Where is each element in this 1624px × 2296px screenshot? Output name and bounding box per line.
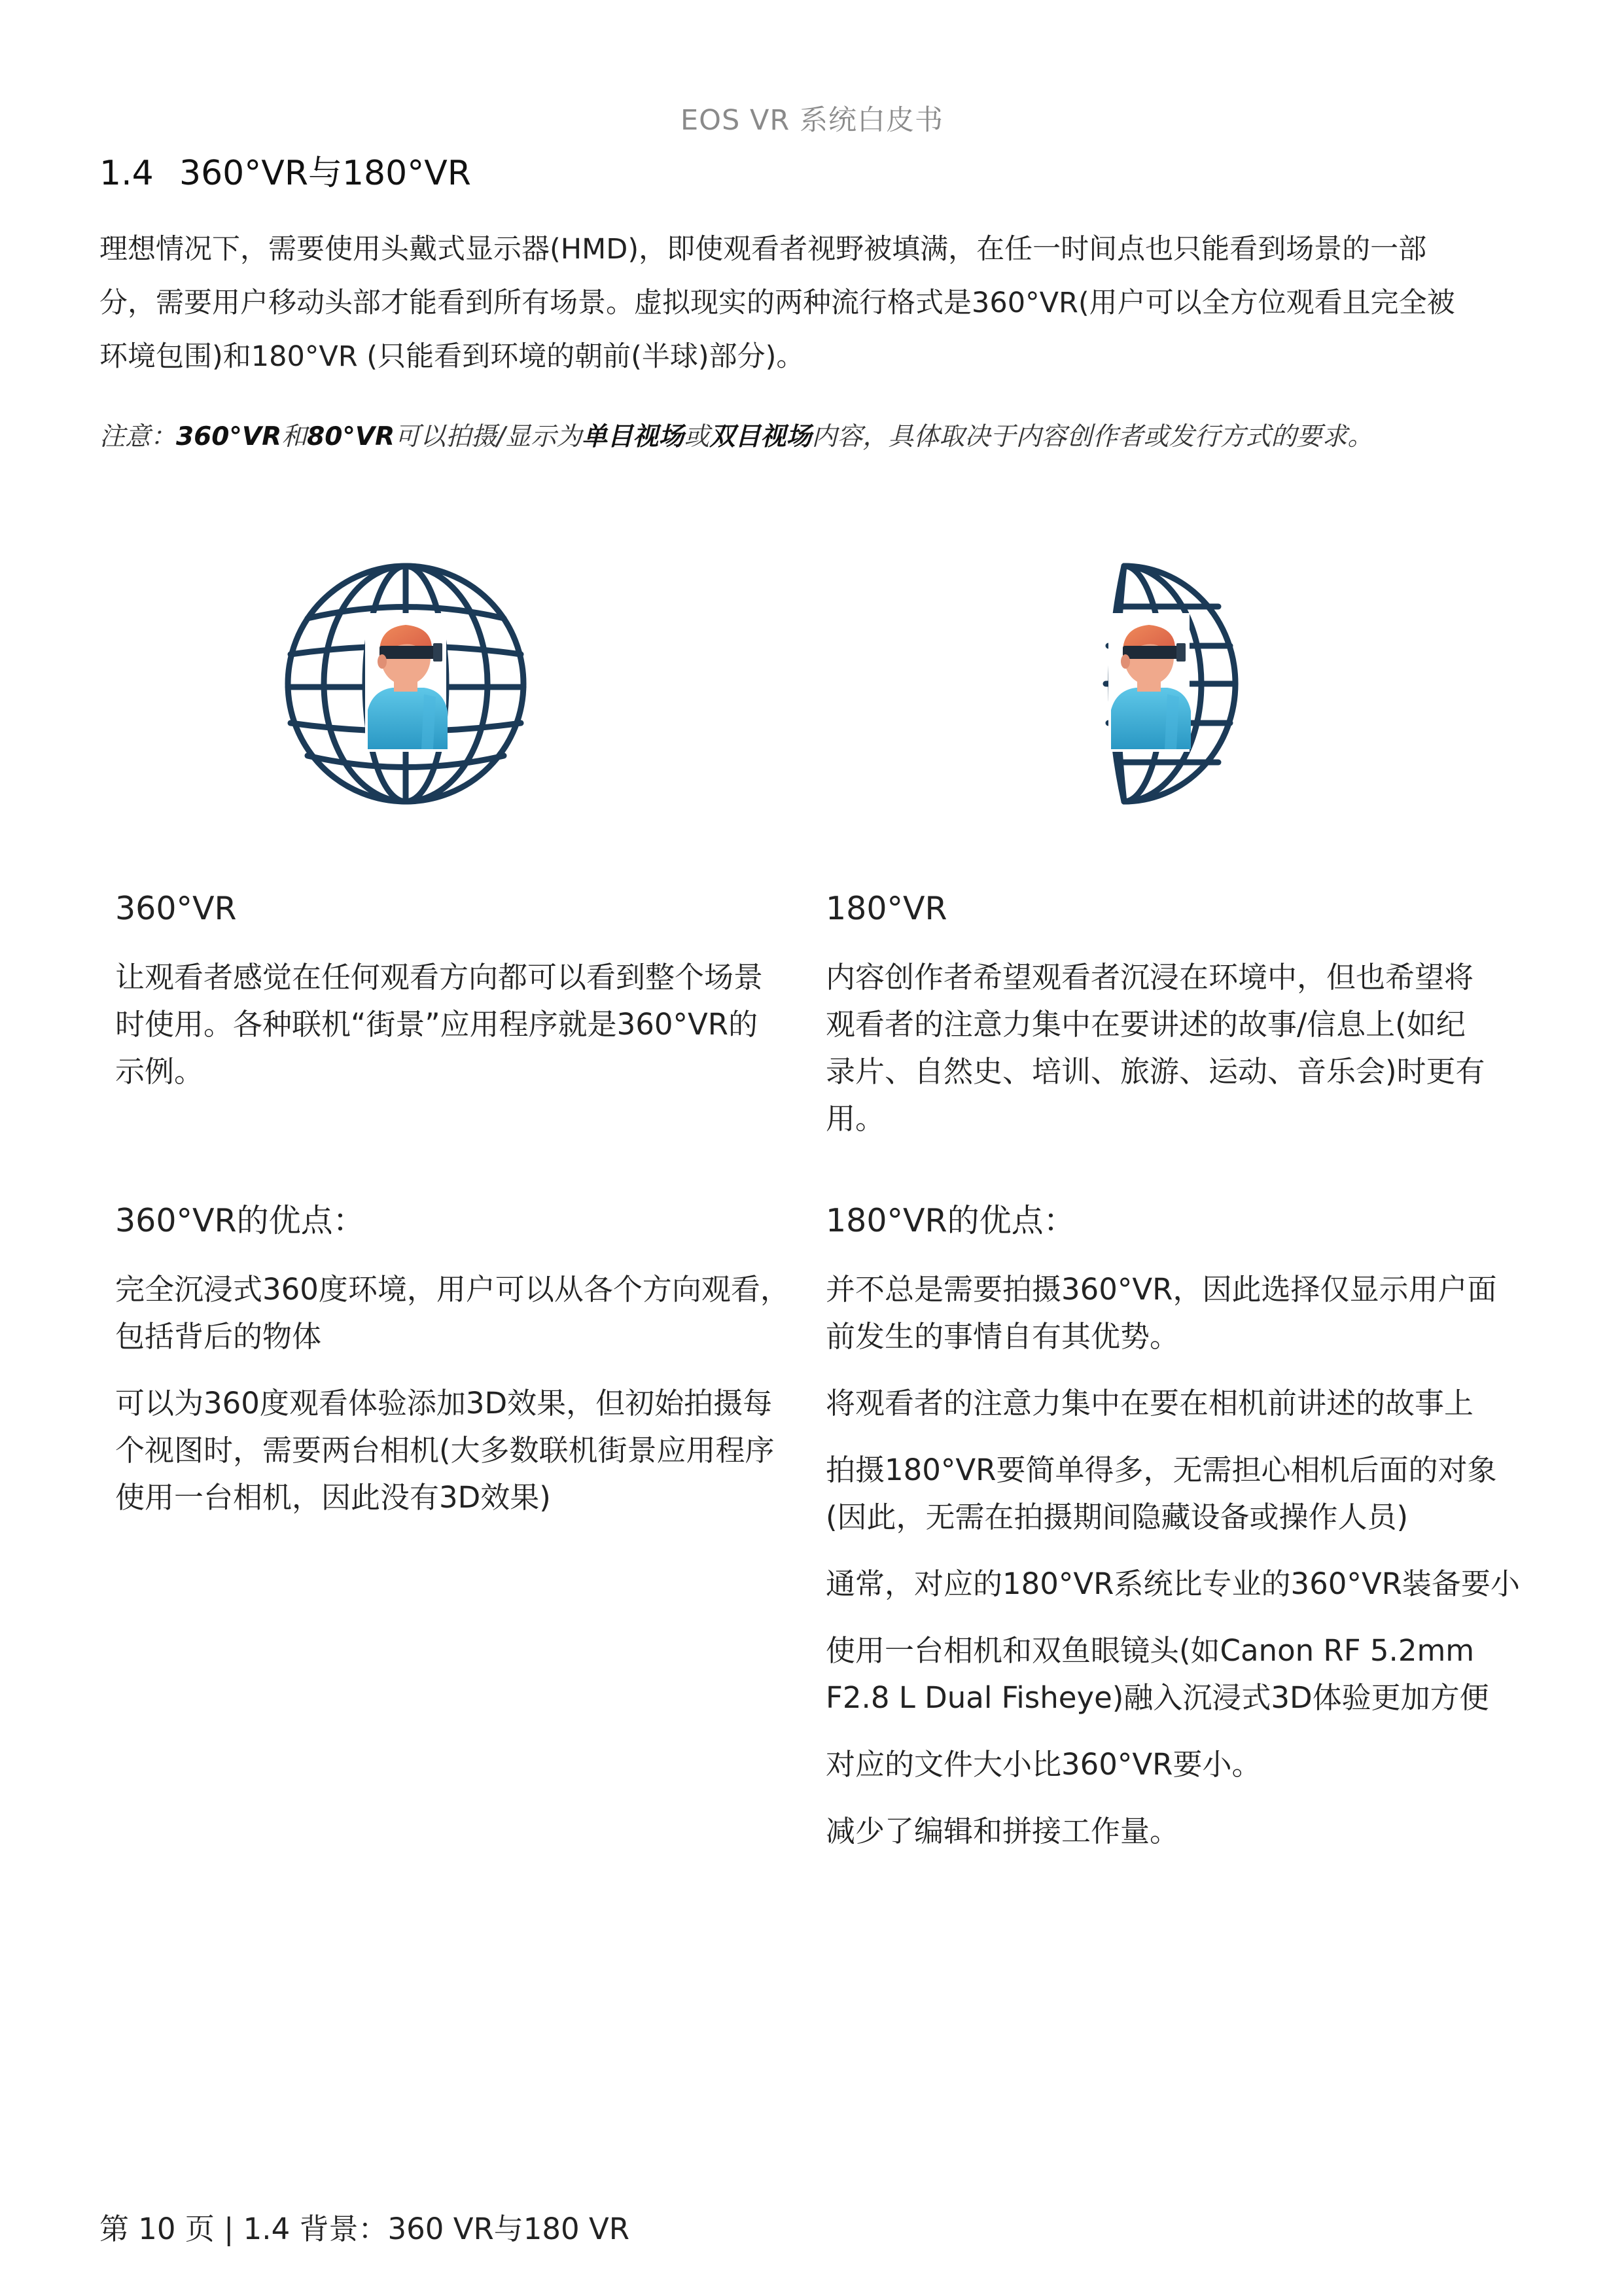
col-180-description bbox=[826, 954, 1487, 1162]
col-180-advantages-title: 180°VR的优点： bbox=[826, 1202, 1076, 1239]
col-360-advantages-title: 360°VR的优点： bbox=[115, 1202, 365, 1239]
note-stereoscopic: 双目视场 bbox=[709, 422, 812, 451]
advantage-item: 拍摄180°VR要简单得多，无需担心相机后面的对象 (因此，无需在拍摄期间隐藏设备或操作人员) bbox=[826, 1453, 1497, 1534]
description-line: 用。 bbox=[826, 1101, 885, 1136]
note-prefix: 注意： bbox=[99, 422, 177, 451]
advantage-item: 通常，对应的180°VR系统比专业的360°VR装备要小 bbox=[826, 1566, 1520, 1601]
figure-360 bbox=[281, 559, 530, 808]
figure-180 bbox=[1072, 559, 1320, 808]
col-180-title: 180°VR bbox=[826, 890, 947, 927]
advantage-item: 完全沉浸式360度环境，用户可以从各个方向观看， 包括背后的物体 bbox=[115, 1272, 790, 1354]
section-number: 1.4 bbox=[99, 154, 154, 193]
note bbox=[99, 416, 1373, 453]
description-line: 内容创作者希望观看者沉浸在环境中，但也希望将 bbox=[826, 960, 1474, 995]
description-line: 示例。 bbox=[115, 1054, 204, 1089]
col-180-advantages bbox=[826, 1266, 1520, 1875]
advantage-item: 并不总是需要拍摄360°VR，因此选择仅显示用户面 前发生的事情自有其优势。 bbox=[826, 1272, 1497, 1354]
intro-line: 环境包围)和180°VR (只能看到环境的朝前(半球)部分)。 bbox=[99, 340, 805, 373]
note-or: 或 bbox=[684, 422, 710, 451]
advantage-item: 减少了编辑和拼接工作量。 bbox=[826, 1814, 1180, 1848]
intro-line: 分，需要用户移动头部才能看到所有场景。虚拟现实的两种流行格式是360°VR(用户可以全方位观看且完全被 bbox=[99, 287, 1455, 319]
section-heading bbox=[99, 145, 471, 194]
description-line: 时使用。各种联机“街景”应用程序就是360°VR的 bbox=[115, 1007, 758, 1042]
full-sphere-globe-icon bbox=[281, 559, 530, 808]
advantage-item: 使用一台相机和双鱼眼镜头(如Canon RF 5.2mm F2.8 L Dual Fisheye)融入沉浸式3D体验更加方便 bbox=[826, 1633, 1489, 1715]
person-with-hmd-icon bbox=[1108, 613, 1191, 752]
description-line: 让观看者感觉在任何观看方向都可以看到整个场景 bbox=[115, 960, 764, 995]
note-suffix: 内容，具体取决于内容创作者或发行方式的要求。 bbox=[811, 422, 1373, 451]
advantage-item: 可以为360度观看体验添加3D效果，但初始拍摄每 个视图时，需要两台相机(大多数联机街景应用程序 使用一台相机，因此没有3D效果) bbox=[115, 1386, 775, 1515]
description-line: 录片、自然史、培训、旅游、运动、音乐会)时更有 bbox=[826, 1054, 1485, 1089]
col-360-title: 360°VR bbox=[115, 890, 237, 927]
running-header: EOS VR 系统白皮书 bbox=[680, 104, 944, 137]
intro-line: 理想情况下，需要使用头戴式显示器(HMD)，即使观看者视野被填满，在任一时间点也只能看到场景的一部 bbox=[99, 233, 1427, 266]
note-monoscopic: 单目视场 bbox=[582, 422, 684, 451]
description-line: 观看者的注意力集中在要讲述的故事/信息上(如纪 bbox=[826, 1007, 1466, 1042]
note-mid: 可以拍摄/显示为 bbox=[395, 422, 582, 451]
advantage-item: 将观看者的注意力集中在要在相机前讲述的故事上 bbox=[826, 1386, 1474, 1421]
person-with-hmd-icon bbox=[365, 613, 448, 752]
note-and: 和 bbox=[281, 422, 308, 451]
hemisphere-globe-icon bbox=[1072, 559, 1320, 808]
page-footer: 第 10 页 | 1.4 背景：360 VR与180 VR bbox=[99, 2212, 630, 2246]
intro-paragraph bbox=[99, 222, 1532, 383]
advantage-item: 对应的文件大小比360°VR要小。 bbox=[826, 1747, 1262, 1782]
section-title: 360°VR与180°VR bbox=[179, 154, 471, 193]
col-360-advantages bbox=[115, 1266, 790, 1541]
note-term-360: 360°VR bbox=[176, 422, 282, 451]
note-term-80: 80°VR bbox=[307, 422, 395, 451]
col-360-description bbox=[115, 954, 776, 1115]
